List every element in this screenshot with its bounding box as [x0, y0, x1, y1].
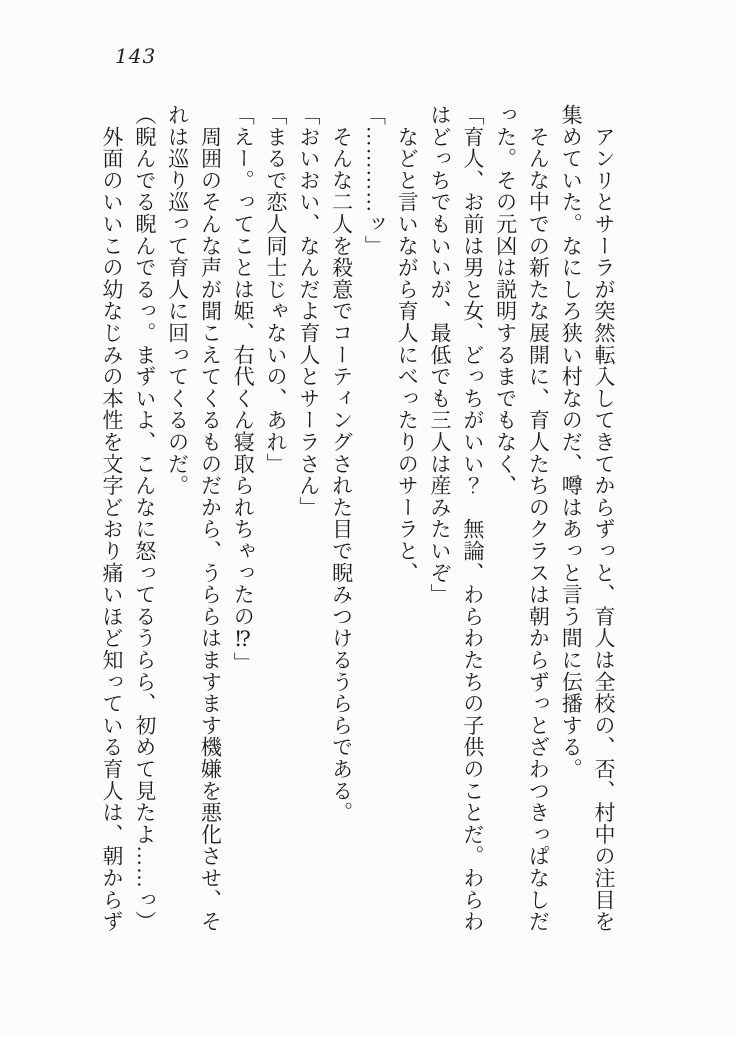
paragraph: 「まるで恋人同士じゃないの、あれ」	[264, 104, 289, 475]
paragraph: 「…………ッ」	[362, 104, 387, 257]
paragraph: アンリとサーラが突然転入してきてからずっと、育人は全校の、否、村中の注目を集めていた。なにしろ狭い村なのだ、噂はあっと言う間に伝播する。	[559, 104, 616, 933]
paragraph: などと言いながら育人にべったりのサーラと、	[395, 104, 420, 584]
paragraph: そんな中での新たな展開に、育人たちのクラスは朝からずっとざわつきっぱなしだった。その元凶は説明するまでもなく、	[493, 104, 551, 933]
paragraph: 外面のいいこの幼なじみの本性を文字どおり痛いほど知っている育人は、朝からず	[100, 104, 125, 933]
paragraph: 「育人、お前は男と女、どっちがいい？ 無論、わらわたちの子供のことだ。わらわはどっちでもいいが、最低でも三人は産みたいぞ」	[428, 104, 485, 933]
paragraph: そんな二人を殺意でコーティングされた目で睨みつけるうららである。	[329, 104, 354, 824]
paragraph: （睨んでる睨んでるっ。まずいよ、こんなに怒ってるうらら、初めて見たよ……っ）	[132, 104, 157, 933]
paragraph: 周囲のそんな声が聞こえてくるものだから、うららはますます機嫌を悪化させ、それは巡り巡って育人に回ってくるのだ。	[165, 104, 223, 933]
paragraph: 「えー。ってことは姫、右代くん寝取られちゃったの⁉」	[231, 104, 256, 674]
page-number: 143	[115, 44, 157, 68]
paragraph: 「おいおい、なんだよ育人とサーラさん」	[296, 104, 321, 519]
body-text	[95, 104, 620, 940]
